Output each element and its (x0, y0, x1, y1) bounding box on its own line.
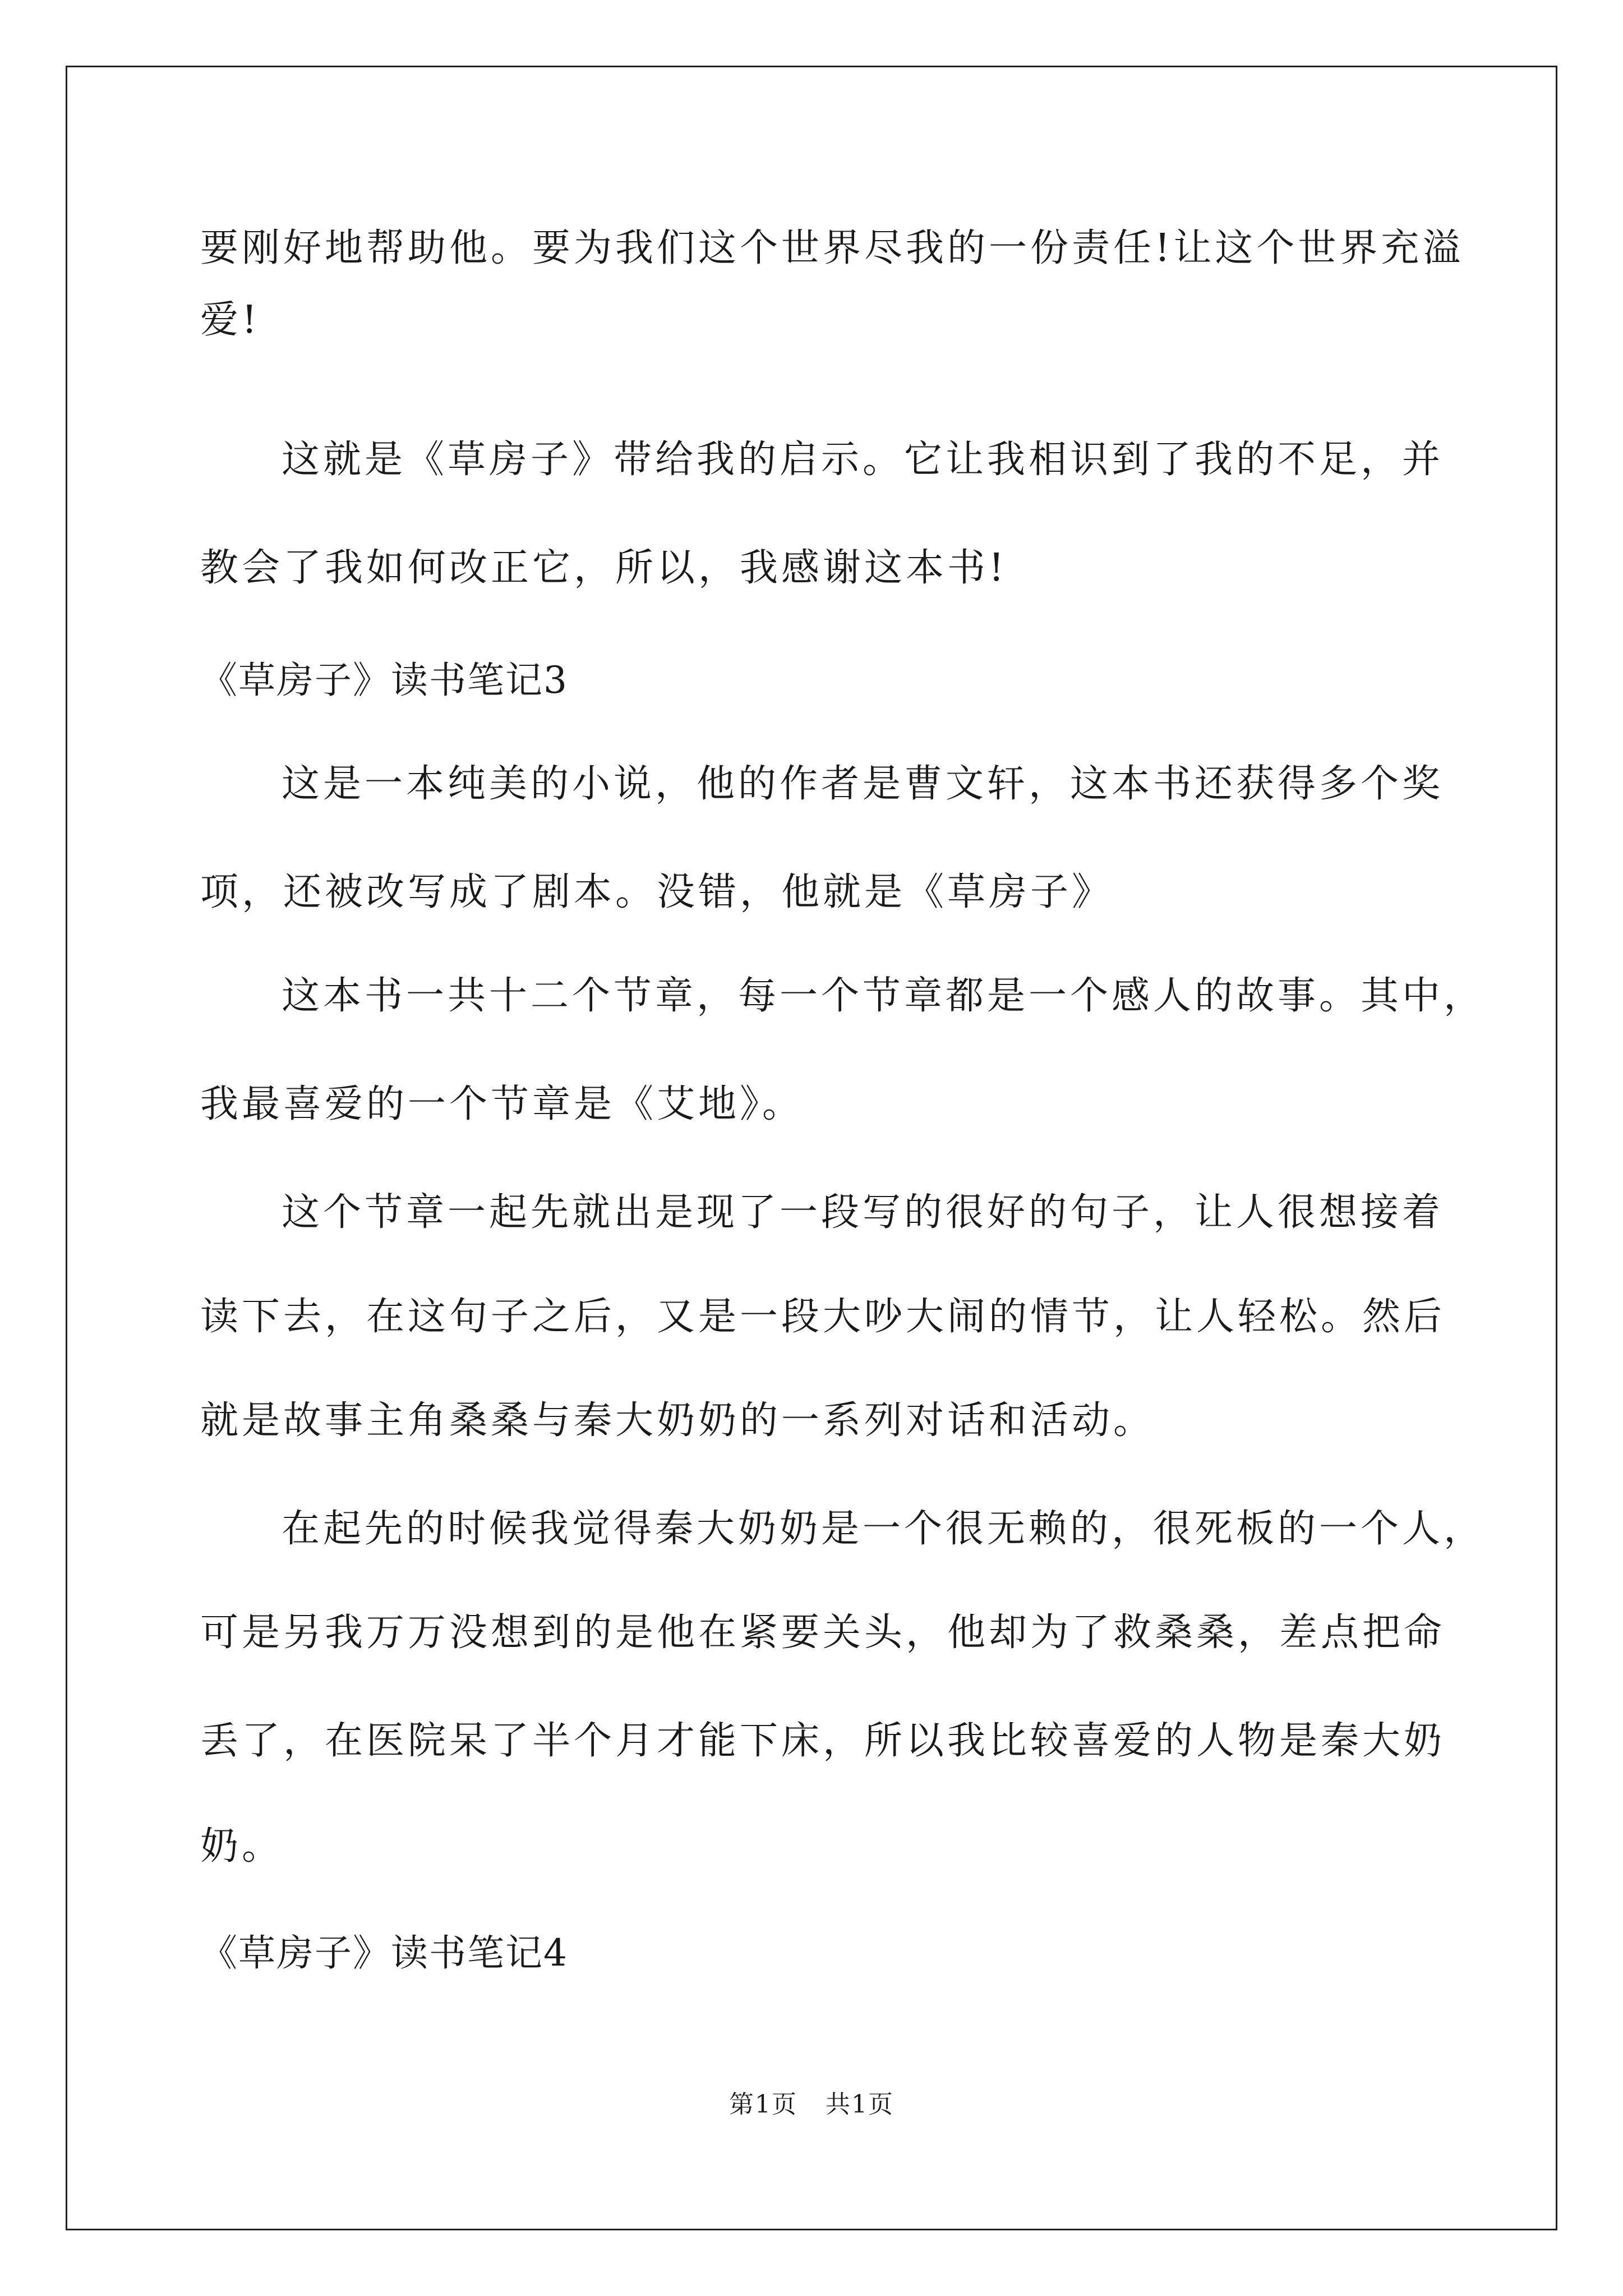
paragraph-line: 这是一本纯美的小说，他的作者是曹文轩，这本书还获得多个奖 (282, 762, 1444, 806)
page-number-total: 共1页 (826, 2090, 894, 2119)
section-heading: 《草房子》读书笔记4 (200, 1931, 568, 1975)
page-border (66, 66, 1557, 2230)
paragraph-line: 这本书一共十二个节章，每一个节章都是一个感人的故事。其中， (282, 974, 1486, 1018)
paragraph-line: 这就是《草房子》带给我的启示。它让我相识到了我的不足，并 (282, 438, 1444, 482)
page-number-current: 第1页 (729, 2090, 797, 2119)
page-footer (0, 2088, 1623, 2122)
paragraph-line: 在起先的时候我觉得秦大奶奶是一个很无赖的，很死板的一个人， (282, 1507, 1486, 1551)
paragraph-line: 可是另我万万没想到的是他在紧要关头，他却为了救桑桑，差点把命 (200, 1611, 1446, 1655)
paragraph-line: 教会了我如何改正它，所以，我感谢这本书! (200, 546, 1008, 590)
paragraph-line: 奶。 (200, 1824, 284, 1869)
paragraph-line: 项，还被改写成了剧本。没错，他就是《草房子》 (200, 870, 1114, 914)
paragraph-line: 读下去，在这句子之后，又是一段大吵大闹的情节，让人轻松。然后 (200, 1295, 1446, 1339)
paragraph-line: 我最喜爱的一个节章是《艾地》。 (200, 1082, 804, 1126)
paragraph-line: 丢了，在医院呆了半个月才能下床，所以我比较喜爱的人物是秦大奶 (200, 1719, 1446, 1763)
section-heading: 《草房子》读书笔记3 (200, 659, 568, 702)
paragraph-line: 爱! (200, 298, 261, 342)
paragraph-line: 这个节章一起先就出是现了一段写的很好的句子，让人很想接着 (282, 1190, 1444, 1235)
paragraph-line: 要刚好地帮助他。要为我们这个世界尽我的一份责任!让这个世界充溢 (200, 226, 1464, 270)
paragraph-line: 就是故事主角桑桑与秦大奶奶的一系列对话和活动。 (200, 1398, 1155, 1443)
